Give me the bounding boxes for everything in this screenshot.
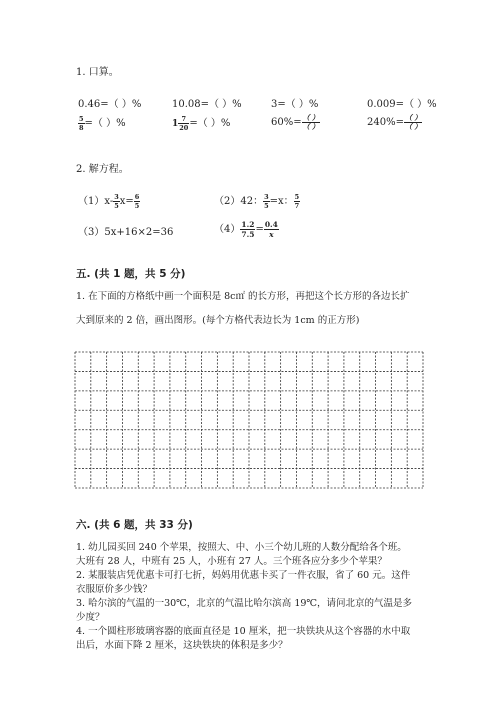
oral-item-7: 60%= $\frac{( )}{( )}$ <box>271 113 320 131</box>
section5-heading: 五. (共 1 题，共 5 分) <box>76 268 186 280</box>
problem-2-line-1: 2. 某服装店凭优惠卡可打七折，妈妈用优惠卡买了一件衣服，省了 60 元。这件 <box>76 570 411 581</box>
oral-item-1: 0.46=（ ）% <box>78 99 142 110</box>
problem-4-line-2: 出后，水面下降 2 厘米，这块铁块的体积是多少？ <box>76 640 288 651</box>
equation-3: （3）5x+16×2=36 <box>78 227 174 238</box>
problem-1-line-2: 大班有 28 人，中班有 25 人，小班有 27 人。三个班各应分多少个苹果？ <box>76 556 387 567</box>
equation-1: （1）x- $\frac{3}{5}$ x= $\frac{6}{5}$ <box>78 193 140 210</box>
oral-item-5: $\frac{5}{8}$ =（ ）% <box>79 115 126 132</box>
problem-1-line-1: 1. 幼儿园买回 240 个苹果，按照大、中、小三个幼儿班的人数分配给各个班。 <box>76 542 407 553</box>
section6-heading: 六. (共 6 题，共 33 分) <box>76 519 193 531</box>
oral-item-6: 1 $\frac{7}{20}$ =（ ）% <box>172 115 231 132</box>
problem-3-line-2: 少度？ <box>76 612 105 623</box>
section5-question-line-2: 大到原来的 2 倍，画出图形。(每个方格代表边长为 1cm 的正方形) <box>76 315 360 326</box>
square-grid-paper[interactable] <box>74 351 424 489</box>
equation-4: （4） $\frac{1.2}{7.5}$ = $\frac{0.4}{x}$ <box>214 220 278 239</box>
problem-3-line-1: 3. 哈尔滨的气温的一30℃，北京的气温比哈尔滨高 19℃，请问北京的气温是多 <box>76 598 413 609</box>
problem-2-line-2: 衣服原价多少钱？ <box>76 584 153 595</box>
problem-4-line-1: 4. 一个圆柱形玻璃容器的底面直径是 10 厘米，把一块铁块从这个容器的水中取 <box>76 626 411 637</box>
section5-question-line-1: 1. 在下面的方格纸中画一个面积是 8c㎡ 的长方形，再把这个长方形的各边长扩 <box>76 291 410 302</box>
equation-2: （2）42： $\frac{3}{5}$ =x： $\frac{5}{7}$ <box>214 193 300 210</box>
section1-title: 1. 口算。 <box>76 67 119 78</box>
section2-title: 2. 解方程。 <box>76 164 129 175</box>
oral-item-8: 240%= $\frac{( )}{( )}$ <box>367 113 422 131</box>
oral-item-3: 3=（ ）% <box>271 99 319 110</box>
oral-item-2: 10.08=（ ）% <box>172 99 242 110</box>
oral-item-4: 0.009=（ ）% <box>367 99 437 110</box>
